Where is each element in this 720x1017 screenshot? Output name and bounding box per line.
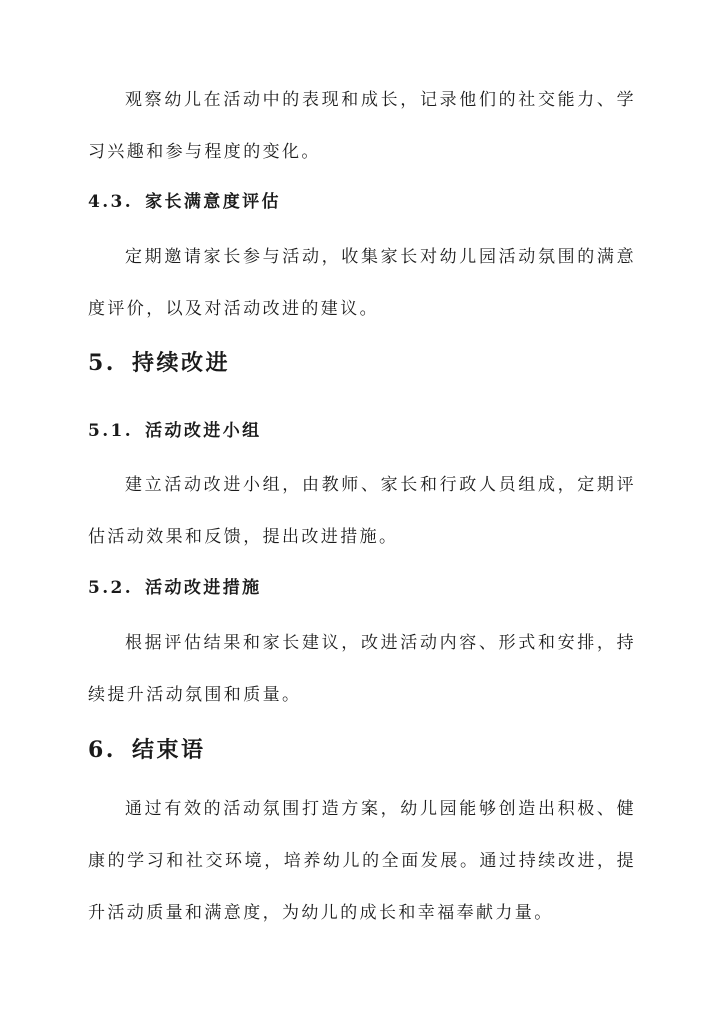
paragraph-parent-satisfaction: 定期邀请家长参与活动，收集家长对幼儿园活动氛围的满意度评价，以及对活动改进的建议。 (88, 247, 636, 319)
heading-title: 活动改进小组 (145, 421, 262, 441)
heading-4-3 (88, 187, 281, 212)
paragraph-observation: 观察幼儿在活动中的表现和成长，记录他们的社交能力、学习兴趣和参与程度的变化。 (88, 90, 636, 162)
heading-title: 活动改进措施 (145, 578, 262, 598)
heading-title: 持续改进 (131, 350, 230, 376)
heading-number: 5. (88, 350, 116, 376)
heading-title: 家长满意度评估 (145, 192, 281, 212)
paragraph-improvement-measures: 根据评估结果和家长建议，改进活动内容、形式和安排，持续提升活动氛围和质量。 (88, 633, 636, 705)
paragraph-conclusion: 通过有效的活动氛围打造方案，幼儿园能够创造出积极、健康的学习和社交环境，培养幼儿的全面发展。通过持续改进，提升活动质量和满意度，为幼儿的成长和幸福奉献力量。 (88, 799, 636, 923)
heading-5-1 (88, 416, 262, 441)
heading-number: 4.3. (88, 192, 134, 212)
heading-number: 6. (88, 737, 116, 763)
heading-number: 5.1. (88, 421, 134, 441)
heading-5 (88, 346, 230, 377)
heading-title: 结束语 (131, 737, 206, 763)
heading-6 (88, 733, 205, 764)
paragraph-improvement-team: 建立活动改进小组，由教师、家长和行政人员组成，定期评估活动效果和反馈，提出改进措施。 (88, 475, 636, 547)
heading-number: 5.2. (88, 578, 134, 598)
heading-5-2 (88, 573, 262, 598)
